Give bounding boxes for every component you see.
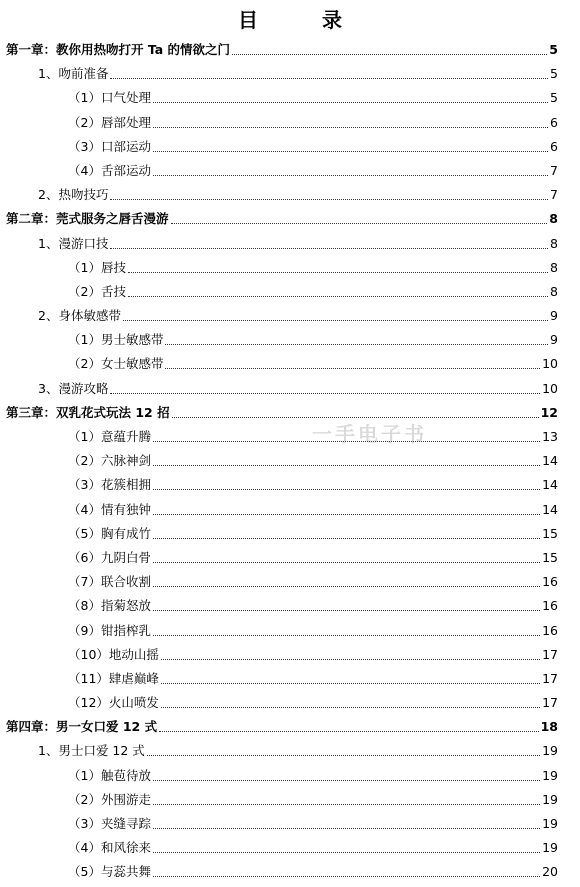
dot-leader bbox=[153, 562, 540, 563]
toc-subsection-link[interactable] bbox=[68, 109, 558, 133]
toc-page-number: 10 bbox=[542, 380, 558, 396]
toc-row bbox=[0, 375, 580, 399]
toc-page-number: 17 bbox=[542, 695, 558, 711]
toc-row bbox=[0, 689, 580, 713]
toc-page-number: 5 bbox=[550, 90, 558, 106]
toc-page-number: 19 bbox=[542, 743, 558, 759]
toc-row bbox=[0, 617, 580, 641]
dot-leader bbox=[110, 199, 548, 200]
toc-page-number: 5 bbox=[549, 42, 558, 57]
toc-row bbox=[0, 471, 580, 495]
toc-page-number: 19 bbox=[542, 816, 558, 831]
dot-leader bbox=[128, 272, 548, 273]
dot-leader bbox=[153, 804, 540, 805]
toc-entry-title: （4）情有独钟 bbox=[68, 501, 151, 517]
toc-entry-title: （1）唇技 bbox=[68, 259, 126, 275]
dot-leader bbox=[153, 175, 548, 176]
toc-page-number: 9 bbox=[550, 308, 558, 324]
dot-leader bbox=[153, 635, 540, 636]
toc-page-number: 9 bbox=[550, 332, 558, 348]
toc-entry-title: （4）和风徐来 bbox=[68, 840, 151, 856]
dot-leader bbox=[153, 852, 540, 853]
dot-leader bbox=[161, 683, 540, 684]
toc-subsection-link[interactable] bbox=[68, 520, 558, 544]
toc-row bbox=[0, 254, 580, 278]
toc-entry-title: 1、男士口爱 12 式 bbox=[38, 743, 145, 759]
toc-section-link[interactable] bbox=[38, 60, 558, 84]
toc-entry-title: 第三章：双乳花式玩法 12 招 bbox=[6, 404, 170, 420]
toc-row bbox=[0, 350, 580, 374]
toc-entry-title: （4）舌部运动 bbox=[68, 162, 151, 178]
toc-row bbox=[0, 302, 580, 326]
toc-subsection-link[interactable] bbox=[68, 278, 558, 302]
toc-chapter-link[interactable] bbox=[6, 713, 558, 737]
toc-page-number: 17 bbox=[542, 646, 558, 662]
dot-leader bbox=[159, 731, 538, 732]
toc-page-number: 8 bbox=[550, 259, 558, 275]
toc-subsection-link[interactable] bbox=[68, 617, 558, 641]
toc-subsection-link[interactable] bbox=[68, 254, 558, 278]
toc-subsection-link[interactable] bbox=[68, 858, 558, 882]
toc-page-number: 5 bbox=[550, 66, 558, 82]
toc-row bbox=[0, 737, 580, 761]
toc-row bbox=[0, 544, 580, 568]
toc-entry-title: 3、漫游攻略 bbox=[38, 380, 109, 396]
toc-page-number: 20 bbox=[542, 864, 558, 880]
toc-entry-title: （1）口气处理 bbox=[68, 90, 151, 106]
toc-entry-title: （2）六脉神剑 bbox=[68, 453, 151, 469]
toc-page-number: 8 bbox=[550, 235, 558, 251]
toc-section-link[interactable] bbox=[38, 181, 558, 205]
toc-page-number: 16 bbox=[542, 574, 558, 590]
toc-entry-title: 2、热吻技巧 bbox=[38, 187, 109, 203]
toc-page-number: 19 bbox=[542, 840, 558, 856]
toc-chapter-link[interactable] bbox=[6, 36, 558, 60]
toc-subsection-link[interactable] bbox=[68, 133, 558, 157]
toc-row bbox=[0, 181, 580, 205]
dot-leader bbox=[232, 54, 547, 55]
toc-entry-title: （11）肆虐巅峰 bbox=[68, 670, 159, 686]
page-title: 目 录 bbox=[238, 8, 364, 32]
toc-entry-title: （2）舌技 bbox=[68, 283, 126, 299]
toc-row bbox=[0, 278, 580, 302]
watermark: 一手电子书 bbox=[312, 422, 427, 446]
toc-page-number: 10 bbox=[542, 356, 558, 372]
toc-entry-title: （5）与蕊共舞 bbox=[68, 864, 151, 880]
toc-row bbox=[0, 205, 580, 229]
toc-subsection-link[interactable] bbox=[68, 84, 558, 108]
toc-row bbox=[0, 399, 580, 423]
toc-row bbox=[0, 786, 580, 810]
dot-leader bbox=[165, 368, 540, 369]
dot-leader bbox=[153, 441, 540, 442]
dot-leader bbox=[110, 78, 548, 79]
toc-page-number: 14 bbox=[542, 501, 558, 517]
toc-subsection-link[interactable] bbox=[68, 423, 558, 447]
dot-leader bbox=[171, 223, 548, 224]
toc-entry-title: （2）女士敏感带 bbox=[68, 356, 164, 372]
toc-subsection-link[interactable] bbox=[68, 544, 558, 568]
dot-leader bbox=[110, 248, 548, 249]
toc-page-number: 16 bbox=[542, 598, 558, 614]
toc-row bbox=[0, 109, 580, 133]
toc-page-number: 15 bbox=[542, 525, 558, 541]
toc-entry-title: （2）唇部处理 bbox=[68, 114, 151, 130]
toc-row bbox=[0, 326, 580, 350]
toc-page-number: 19 bbox=[542, 791, 558, 807]
dot-leader bbox=[153, 102, 548, 103]
toc-entry-title: 1、吻前准备 bbox=[38, 66, 109, 82]
toc-entry-title: （10）地动山摇 bbox=[68, 646, 159, 662]
toc-subsection-link[interactable] bbox=[68, 157, 558, 181]
toc-page-number: 8 bbox=[550, 283, 558, 299]
toc-page-number: 17 bbox=[542, 670, 558, 686]
toc-row bbox=[0, 713, 580, 737]
toc-row bbox=[0, 641, 580, 665]
toc-entry-title: （3）口部运动 bbox=[68, 138, 151, 154]
toc-entry-title: （2）外围游走 bbox=[68, 791, 151, 807]
toc-page-number: 14 bbox=[542, 453, 558, 469]
toc-row bbox=[0, 157, 580, 181]
toc-row bbox=[0, 592, 580, 616]
toc-row bbox=[0, 36, 580, 60]
dot-leader bbox=[153, 465, 540, 466]
toc-subsection-link[interactable] bbox=[68, 810, 558, 834]
toc-row bbox=[0, 423, 580, 447]
toc-subsection-link[interactable] bbox=[68, 326, 558, 350]
dot-leader bbox=[153, 127, 548, 128]
dot-leader bbox=[153, 876, 540, 877]
toc-section-link[interactable] bbox=[38, 230, 558, 254]
toc-entry-title: （1）男士敏感带 bbox=[68, 332, 164, 348]
toc-subsection-link[interactable] bbox=[68, 592, 558, 616]
dot-leader bbox=[153, 514, 540, 515]
toc-entry-title: （9）钳指榨乳 bbox=[68, 622, 151, 638]
dot-leader bbox=[153, 828, 540, 829]
toc-entry-title: 1、漫游口技 bbox=[38, 235, 109, 251]
toc-entry-title: （3）花簇相拥 bbox=[68, 477, 151, 493]
toc-entry-title: （5）胸有成竹 bbox=[68, 525, 151, 541]
toc-section-link[interactable] bbox=[38, 375, 558, 399]
toc-entry-title: （1）触苞待放 bbox=[68, 767, 151, 783]
table-of-contents bbox=[0, 36, 580, 883]
toc-row bbox=[0, 84, 580, 108]
dot-leader bbox=[153, 586, 540, 587]
toc-subsection-link[interactable] bbox=[68, 447, 558, 471]
toc-row bbox=[0, 810, 580, 834]
toc-subsection-link[interactable] bbox=[68, 689, 558, 713]
toc-section-link[interactable] bbox=[38, 302, 558, 326]
toc-row bbox=[0, 858, 580, 882]
toc-entry-title: 2、身体敏感带 bbox=[38, 308, 121, 324]
toc-subsection-link[interactable] bbox=[68, 665, 558, 689]
toc-entry-title: （6）九阴白骨 bbox=[68, 549, 151, 565]
toc-page-number: 18 bbox=[540, 719, 558, 735]
dot-leader bbox=[153, 151, 548, 152]
toc-chapter-link[interactable] bbox=[6, 399, 558, 423]
toc-page-number: 19 bbox=[542, 767, 558, 783]
toc-row bbox=[0, 568, 580, 592]
toc-entry-title: （8）指菊怒放 bbox=[68, 598, 151, 614]
toc-subsection-link[interactable] bbox=[68, 834, 558, 858]
toc-page-number: 7 bbox=[550, 187, 558, 203]
toc-subsection-link[interactable] bbox=[68, 471, 558, 495]
toc-entry-title: 第四章：男一女口爱 12 式 bbox=[6, 719, 158, 735]
toc-row bbox=[0, 447, 580, 471]
toc-subsection-link[interactable] bbox=[68, 496, 558, 520]
toc-chapter-link[interactable] bbox=[6, 205, 558, 229]
toc-row bbox=[0, 665, 580, 689]
toc-row bbox=[0, 834, 580, 858]
toc-entry-title: （1）意蕴升腾 bbox=[68, 429, 151, 444]
toc-row bbox=[0, 133, 580, 157]
toc-page-number: 6 bbox=[550, 138, 558, 154]
toc-subsection-link[interactable] bbox=[68, 350, 558, 374]
dot-leader bbox=[128, 296, 548, 297]
dot-leader bbox=[161, 659, 540, 660]
toc-page-number: 15 bbox=[542, 549, 558, 565]
toc-page-number: 12 bbox=[540, 404, 558, 420]
toc-page-number: 13 bbox=[542, 429, 558, 444]
toc-row bbox=[0, 762, 580, 786]
toc-page-number: 6 bbox=[550, 114, 558, 130]
toc-entry-title: 第二章：莞式服务之唇舌漫游 bbox=[6, 211, 169, 227]
toc-entry-title: （3）夹缝寻踪 bbox=[68, 816, 151, 831]
toc-page-number: 7 bbox=[550, 162, 558, 178]
toc-subsection-link[interactable] bbox=[68, 786, 558, 810]
dot-leader bbox=[165, 344, 548, 345]
toc-page-number: 14 bbox=[542, 477, 558, 493]
toc-entry-title: （7）联合收割 bbox=[68, 574, 151, 590]
dot-leader bbox=[147, 755, 540, 756]
toc-row bbox=[0, 496, 580, 520]
toc-page-number: 8 bbox=[549, 211, 558, 227]
toc-row bbox=[0, 520, 580, 544]
toc-subsection-link[interactable] bbox=[68, 641, 558, 665]
toc-subsection-link[interactable] bbox=[68, 762, 558, 786]
toc-row bbox=[0, 60, 580, 84]
toc-row bbox=[0, 230, 580, 254]
dot-leader bbox=[153, 538, 540, 539]
dot-leader bbox=[123, 320, 548, 321]
toc-section-link[interactable] bbox=[38, 737, 558, 761]
toc-entry-title: （12）火山喷发 bbox=[68, 695, 159, 711]
dot-leader bbox=[153, 610, 540, 611]
toc-subsection-link[interactable] bbox=[68, 568, 558, 592]
dot-leader bbox=[153, 780, 540, 781]
dot-leader bbox=[110, 393, 540, 394]
dot-leader bbox=[161, 707, 540, 708]
dot-leader bbox=[172, 417, 539, 418]
dot-leader bbox=[153, 489, 540, 490]
toc-entry-title: 第一章：教你用热吻打开 Ta 的情欲之门 bbox=[6, 42, 231, 57]
toc-page-number: 16 bbox=[542, 622, 558, 638]
